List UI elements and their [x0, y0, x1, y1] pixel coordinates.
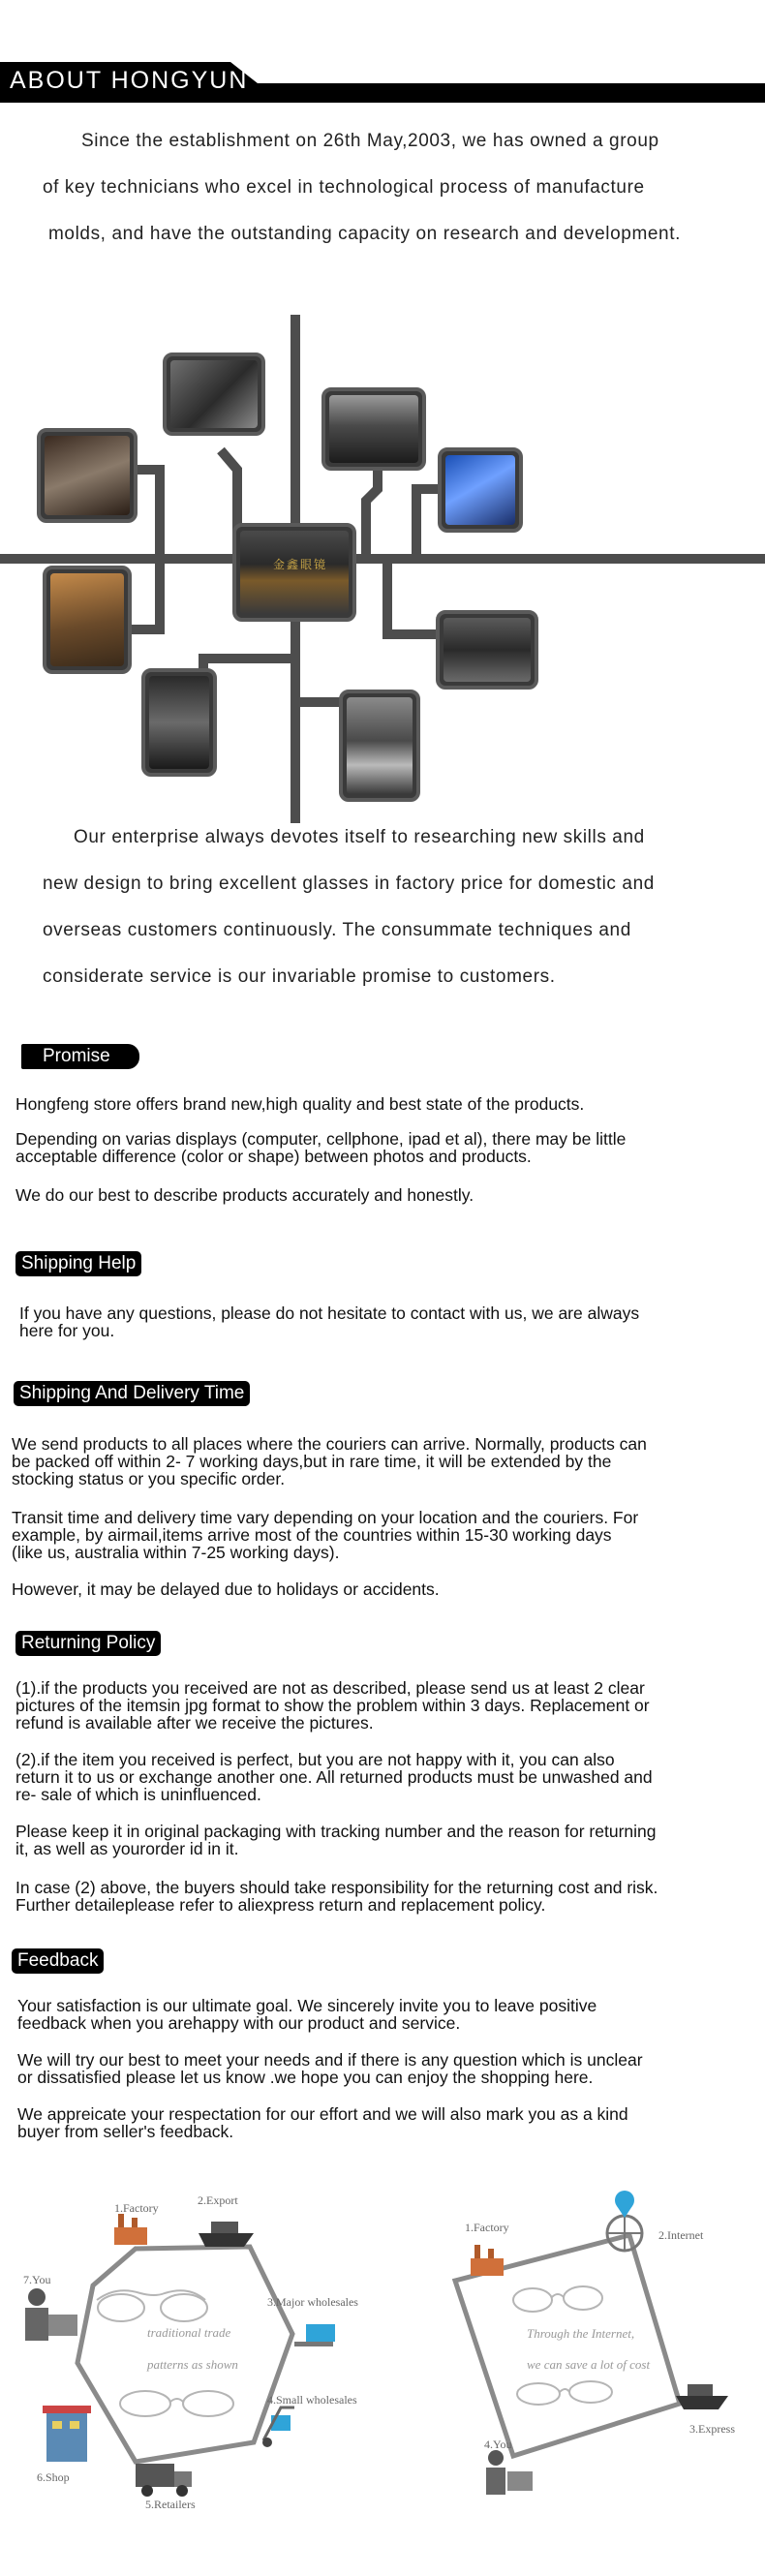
- factory-photo-workshop: [321, 387, 426, 471]
- factory-photo-furnace: [43, 566, 132, 674]
- factory-photo-machine: [37, 428, 138, 523]
- hand-cart-icon: [262, 2407, 294, 2447]
- trade-node-label: 2.Export: [198, 2193, 238, 2207]
- trade-node-label: 5.Retailers: [145, 2498, 196, 2511]
- trade-node-label: 7.You: [23, 2273, 51, 2286]
- traditional-trade-diagram: [0, 2179, 407, 2518]
- internet-trade-diagram: [426, 2179, 765, 2518]
- returning-paragraph: (2).if the item you received is perfect, but you are not happy with it, you can also return it to us or exchange another one. All returned products must be unwashed and re- sale of which is uninfluenced.: [15, 1750, 653, 1804]
- shipping-help-label: Shipping Help: [15, 1251, 141, 1276]
- delivery-boy-icon: [486, 2450, 533, 2495]
- trade-node-label: 6.Shop: [37, 2470, 70, 2484]
- shop-building-icon: [43, 2406, 91, 2462]
- feedback-paragraph: We will try our best to meet your needs and if there is any question which is unclear or dissatisfied please let us know .we hope you can enjoy the shopping here.: [17, 2050, 643, 2087]
- enterprise-line: considerate service is our invariable promise to customers.: [43, 966, 556, 987]
- glasses-sketch-icon: [97, 2290, 207, 2321]
- shipping-delivery-paragraph: However, it may be delayed due to holidays or accidents.: [12, 1579, 440, 1599]
- intro-line: of key technicians who excel in technological process of manufacture: [43, 177, 645, 198]
- trade-node-label: 4.Small wholesales: [267, 2393, 357, 2407]
- factory-photo-blue-molds: [438, 447, 523, 533]
- ship-icon: [199, 2222, 254, 2247]
- glasses-sketch-icon: [513, 2286, 602, 2312]
- delivery-truck-icon: [136, 2464, 192, 2497]
- delivery-boy-icon: [25, 2288, 77, 2341]
- intro-line: Since the establishment on 26th May,2003, we has owned a group: [81, 131, 659, 151]
- feedback-paragraph: Your satisfaction is our ultimate goal. We sincerely invite you to leave positive feedback when you arehappy with our product and service.: [17, 1996, 597, 2033]
- internet-center-line: Through the Internet,: [527, 2326, 635, 2341]
- factory-photo-line: [436, 610, 538, 690]
- internet-node-label: 2.Internet: [658, 2228, 704, 2242]
- factory-icon: [471, 2245, 504, 2276]
- shipping-delivery-paragraph: Transit time and delivery time vary depending on your location and the couriers. For example, by airmail,items arrive most of the countries within 15-30 working days (like us, australia within 7-25 working days).: [12, 1508, 639, 1562]
- shipping-help-paragraph: If you have any questions, please do not hesitate to contact with us, we are always here for you.: [19, 1303, 640, 1340]
- trade-center-line: traditional trade: [147, 2325, 231, 2340]
- factory-sign: 金鑫眼镜: [273, 558, 328, 571]
- glasses-sketch-icon: [517, 2381, 612, 2405]
- internet-center-line: we can save a lot of cost: [527, 2357, 651, 2372]
- internet-node-label: 4.You: [484, 2438, 512, 2451]
- intro-line: molds, and have the outstanding capacity on research and development.: [48, 224, 681, 244]
- promise-paragraph: We do our best to describe products accurately and honestly.: [15, 1185, 474, 1205]
- trade-heptagon: [77, 2247, 292, 2462]
- factory-photo-press: [141, 668, 217, 777]
- trade-node-label: 3.Major wholesales: [267, 2295, 358, 2309]
- about-title: ABOUT HONGYUN: [10, 67, 249, 94]
- promise-label: Promise: [21, 1044, 139, 1069]
- returning-policy-label: Returning Policy: [15, 1631, 161, 1656]
- shipping-delivery-label: Shipping And Delivery Time: [14, 1381, 250, 1406]
- feedback-paragraph: We appreicate your respectation for our effort and we will also mark you as a kind buyer from seller's feedback.: [17, 2104, 628, 2141]
- factory-photo-cnc: [339, 690, 420, 802]
- trade-center-line: patterns as shown: [147, 2357, 238, 2372]
- factory-icon: [114, 2214, 147, 2245]
- shipping-delivery-paragraph: We send products to all places where the couriers can arrive. Normally, products can be packed off within 2- 7 working days,but in rare time, it will be extended by the stocking status or you specific order.: [12, 1434, 647, 1488]
- returning-paragraph: (1).if the products you received are not as described, please send us at least 2 clear pictures of the itemsin jpg format to show the problem within 3 days. Replacement or refund is available after we receive the pictures.: [15, 1678, 650, 1733]
- returning-paragraph: Please keep it in original packaging with tracking number and the reason for returning it, as well as yourorder id in it.: [15, 1822, 657, 1858]
- ship-icon: [676, 2384, 728, 2409]
- factory-photo-gate: [232, 523, 356, 622]
- enterprise-line: overseas customers continuously. The consummate techniques and: [43, 920, 631, 940]
- internet-node-label: 3.Express: [689, 2422, 735, 2436]
- enterprise-line: new design to bring excellent glasses in factory price for domestic and: [43, 874, 655, 894]
- glasses-sketch-icon: [120, 2391, 233, 2416]
- factory-photo-office: [163, 353, 265, 436]
- feedback-label: Feedback: [12, 1948, 104, 1974]
- warehouse-truck-icon: [294, 2324, 335, 2346]
- promise-paragraph: Hongfeng store offers brand new,high quality and best state of the products.: [15, 1094, 585, 1114]
- returning-paragraph: In case (2) above, the buyers should take responsibility for the returning cost and risk. Further detaileplease refer to aliexpress return and replacement policy.: [15, 1878, 658, 1915]
- internet-node-label: 1.Factory: [465, 2221, 509, 2234]
- trade-node-label: 1.Factory: [114, 2201, 159, 2215]
- promise-paragraph: Depending on varias displays (computer, cellphone, ipad et al), there may be little acceptable difference (color or shape) between photos and products.: [15, 1129, 627, 1166]
- enterprise-line: Our enterprise always devotes itself to researching new skills and: [74, 827, 645, 847]
